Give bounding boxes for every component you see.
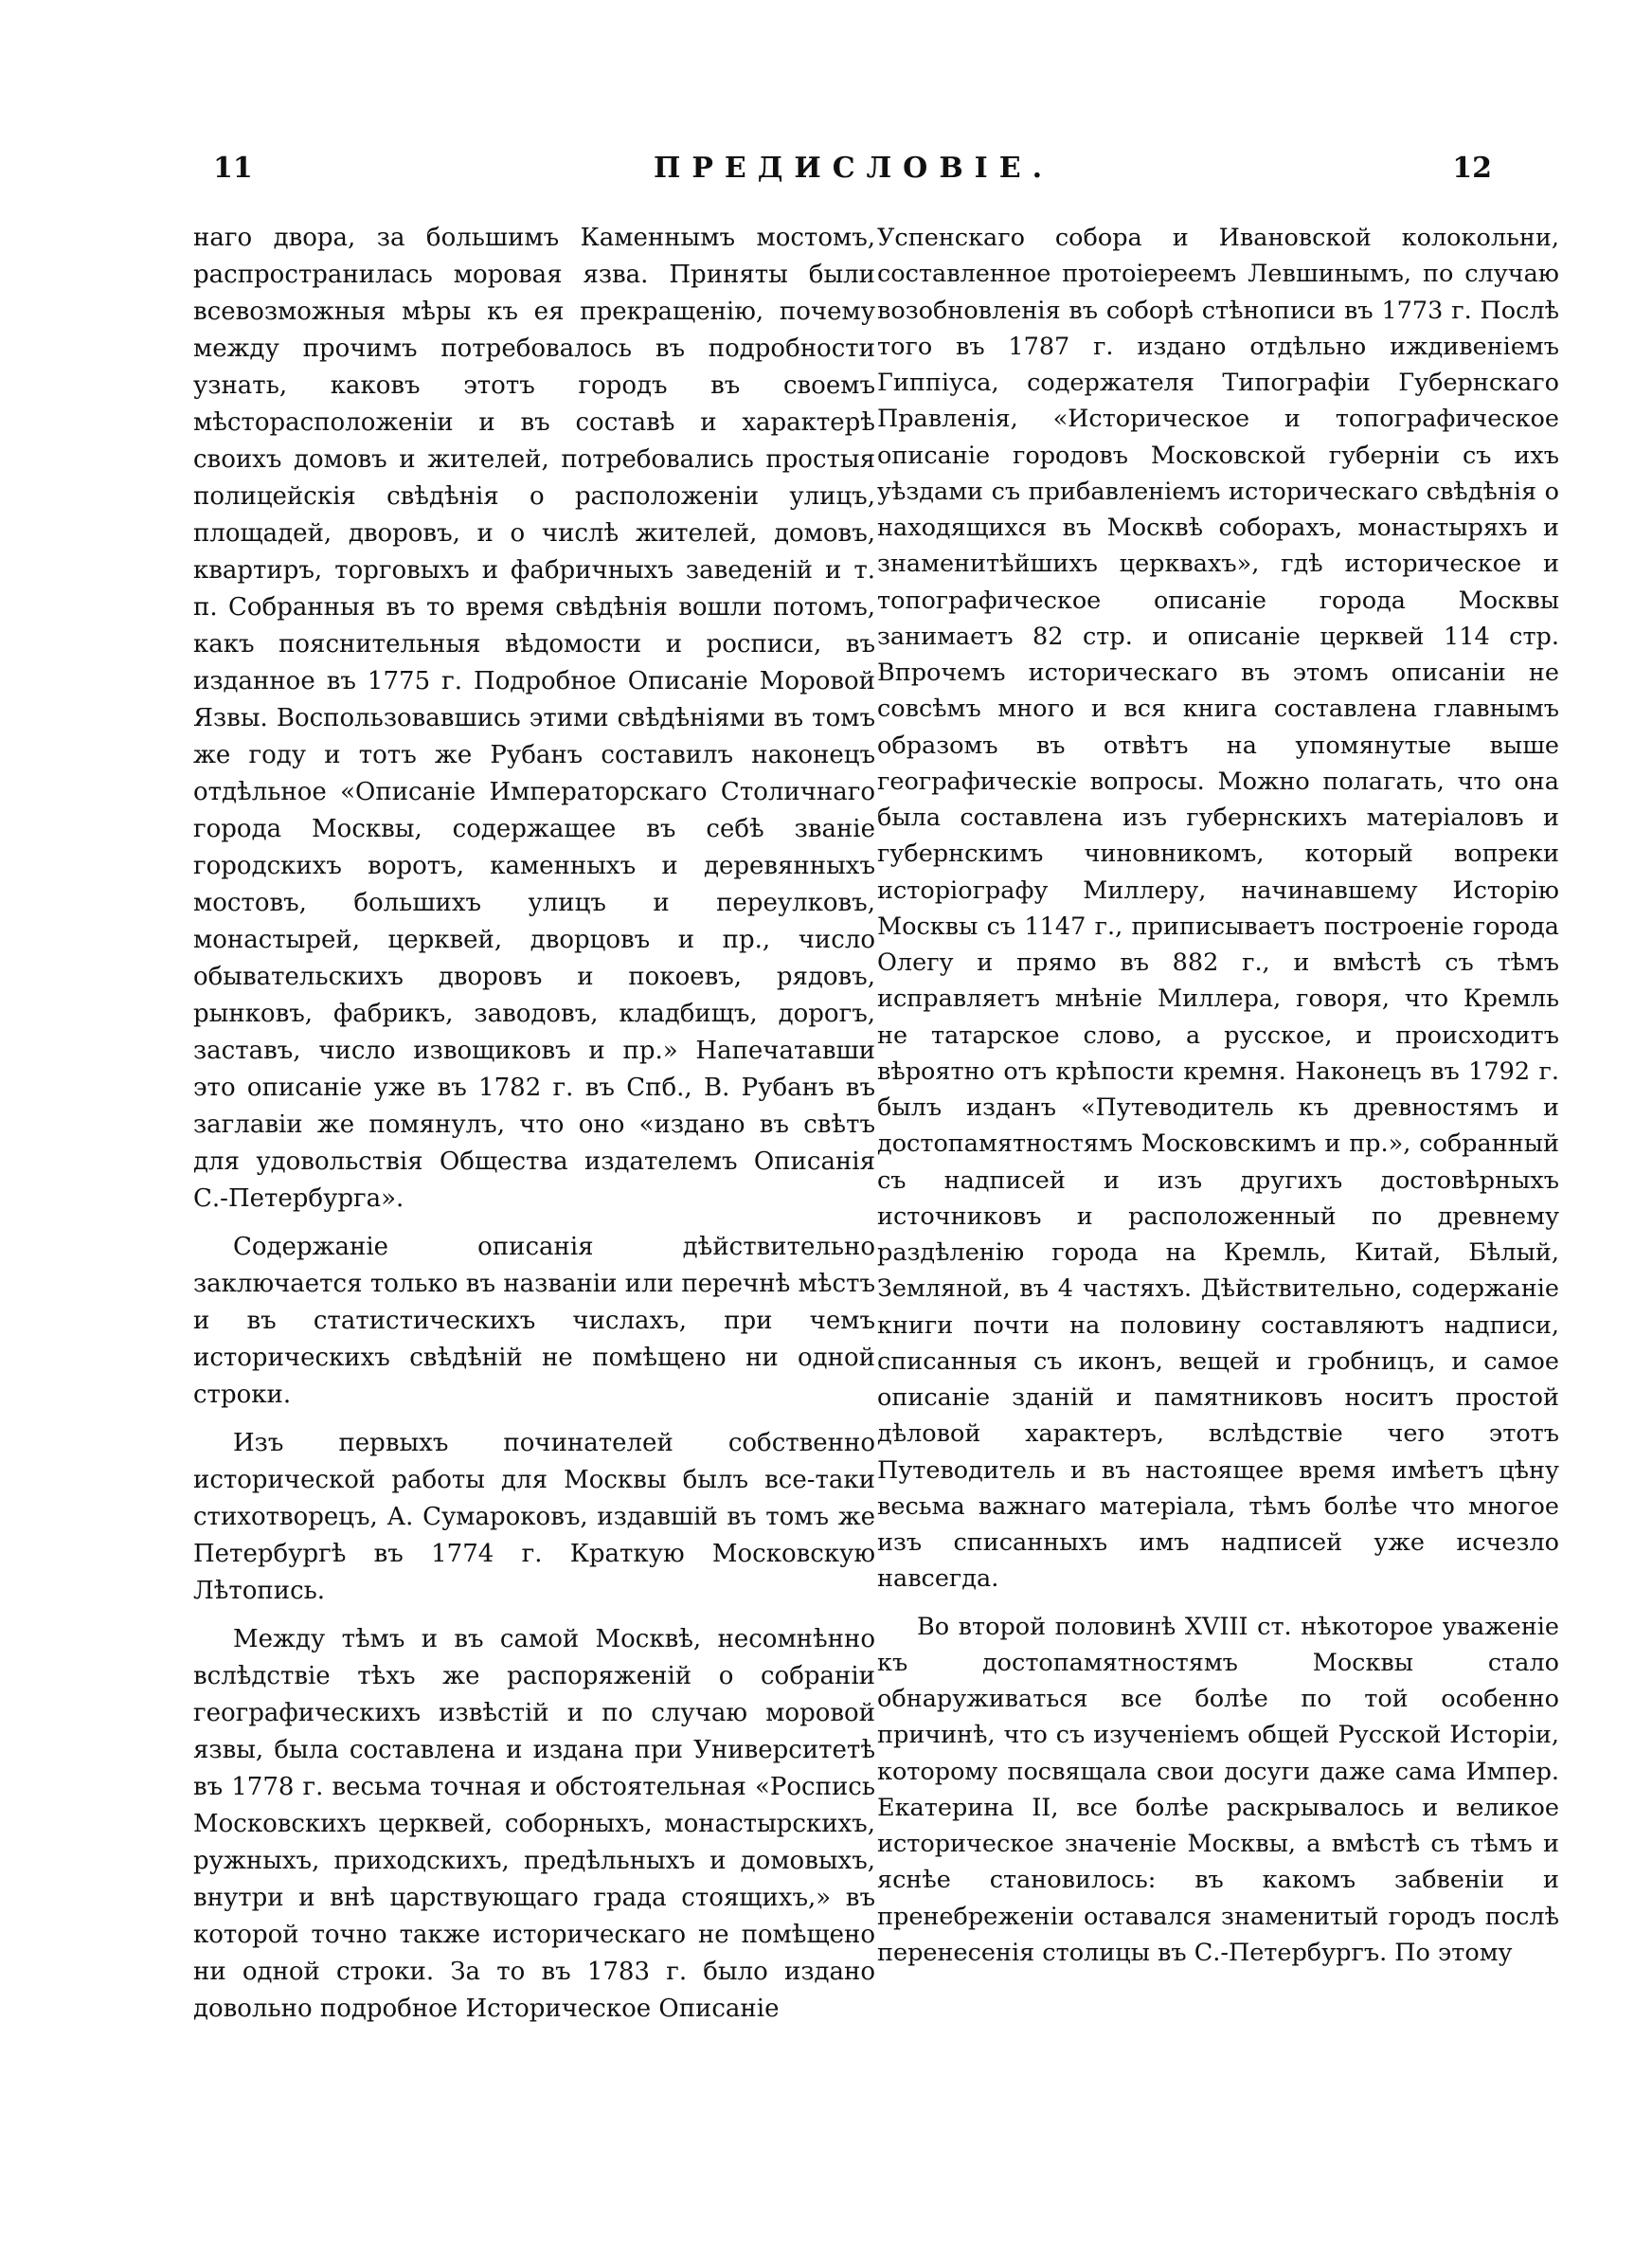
right-text-column xyxy=(877,220,1559,1971)
page-header xyxy=(189,152,1516,199)
running-title: ПРЕДИСЛОВІЕ. xyxy=(654,152,1054,185)
paragraph: Между тѣмъ и въ самой Москвѣ, несомнѣнно вслѣдствіе тѣхъ же распоряженій о собраніи географическихъ извѣстій и по случаю моровой язвы, была составлена и издана при Университетѣ въ 1778 г. весьма точная и обстоятельная «Роспись Московскихъ церквей, соборныхъ, монастырскихъ, ружныхъ, приходскихъ, предѣльныхъ и домовыхъ, внутри и внѣ царствующаго града стоящихъ,» въ которой точно также историческаго не помѣщено ни одной строки. За то въ 1783 г. было издано довольно подробное Историческое Описаніе xyxy=(193,1625,875,2023)
paragraph: Изъ первыхъ починателей собственно исторической работы для Москвы былъ все-таки стихотворецъ, А. Сумароковъ, издавшій въ томъ же Петербургѣ въ 1774 г. Краткую Московскую Лѣтопись. xyxy=(193,1429,875,1605)
left-page-number: 11 xyxy=(213,152,253,185)
paragraph: Содержаніе описанія дѣйствительно заключается только въ названіи или перечнѣ мѣстъ и въ статистическихъ числахъ, при чемъ историческихъ свѣдѣній не помѣщено ни одной строки. xyxy=(193,1233,875,1409)
left-text-column xyxy=(193,220,875,2028)
paragraph-continued: Успенскаго собора и Ивановской колокольни, составленное протоіереемъ Левшинымъ, по случаю возобновленія въ соборѣ стѣнописи въ 1773 г. Послѣ того въ 1787 г. издано отдѣльно иждивеніемъ Гиппіуса, содержателя Типографіи Губернскаго Правленія, «Историческое и топографическое описаніе городовъ Московской губерніи съ ихъ уѣздами съ прибавленіемъ историческаго свѣдѣнія о находящихся въ Москвѣ соборахъ, монастыряхъ и знаменитѣйшихъ церквахъ», гдѣ историческое и топографическое описаніе города Москвы занимаетъ 82 стр. и описаніе церквей 114 стр. Впрочемъ историческаго въ этомъ описаніи не совсѣмъ много и вся книга составлена главнымъ образомъ въ отвѣтъ на упомянутые выше географическіе вопросы. Можно полагать, что она была составлена изъ губернскихъ матеріаловъ и губернскимъ чиновникомъ, который вопреки исторіографу Миллеру, начинавшему Исторію Москвы съ 1147 г., приписываетъ построеніе города Олегу и прямо въ 882 г., и вмѣстѣ съ тѣмъ исправляетъ мнѣніе Миллера, говоря, что Кремль не татарское слово, а русское, и происходитъ вѣроятно отъ крѣпости кремня. Наконецъ въ 1792 г. былъ изданъ «Путеводитель къ древностямъ и достопамятностямъ Московскимъ и пр.», собранный съ надписей и изъ другихъ достовѣрныхъ источниковъ и расположенный по древнему раздѣленію города на Кремль, Китай, Бѣлый, Земляной, въ 4 частяхъ. Дѣйствительно, содержаніе книги почти на половину составляютъ надписи, списанныя съ иконъ, вещей и гробницъ, и самое описаніе зданій и памятниковъ носитъ простой дѣловой характеръ, вслѣдствіе чего этотъ Путеводитель и въ настоящее время имѣетъ цѣну весьма важнаго матеріала, тѣмъ болѣе что многое изъ списанныхъ имъ надписей уже исчезло навсегда. xyxy=(877,224,1559,1594)
paragraph-continued: наго двора, за большимъ Каменнымъ мостомъ, распространилась моровая язва. Приняты были всевозможныя мѣры къ ея прекращенію, почему между прочимъ потребовалось въ подробности узнать, каковъ этотъ городъ въ своемъ мѣсторасположеніи и въ составѣ и характерѣ своихъ домовъ и жителей, потребовались простыя полицейскія свѣдѣнія о расположеніи улицъ, площадей, дворовъ, и о числѣ жителей, домовъ, квартиръ, торговыхъ и фабричныхъ заведеній и т. п. Собранныя въ то время свѣдѣнія вошли потомъ, какъ пояснительныя вѣдомости и росписи, въ изданное въ 1775 г. Подробное Описаніе Моровой Язвы. Воспользовавшись этими свѣдѣніями въ томъ же году и тотъ же Рубанъ составилъ наконецъ отдѣльное «Описаніе Императорскаго Столичнаго города Москвы, содержащее въ себѣ званіе городскихъ воротъ, каменныхъ и деревянныхъ мостовъ, большихъ улицъ и переулковъ, монастырей, церквей, дворцовъ и пр., число обывательскихъ дворовъ и покоевъ, рядовъ, рынковъ, фабрикъ, заводовъ, кладбищъ, дорогъ, заставъ, число извощиковъ и пр.» Напечатавши это описаніе уже въ 1782 г. въ Спб., В. Рубанъ въ заглавіи же помянулъ, что оно «издано въ свѣтъ для удовольствія Общества издателемъ Описанія С.-Петербурга». xyxy=(193,224,875,1213)
right-page-number: 12 xyxy=(1452,152,1492,185)
paragraph: Во второй половинѣ XVIII ст. нѣкоторое уваженіе къ достопамятностямъ Москвы стало обнаруживаться все болѣе по той особенно причинѣ, что съ изученіемъ общей Русской Исторіи, которому посвящала свои досуги даже сама Импер. Екатерина II, все болѣе раскрывалось и великое историческое значеніе Москвы, а вмѣстѣ съ тѣмъ и яснѣе становилось: въ какомъ забвеніи и пренебреженіи оставался знаменитый городъ послѣ перенесенія столицы въ С.-Петербургъ. По этому xyxy=(877,1612,1559,1967)
